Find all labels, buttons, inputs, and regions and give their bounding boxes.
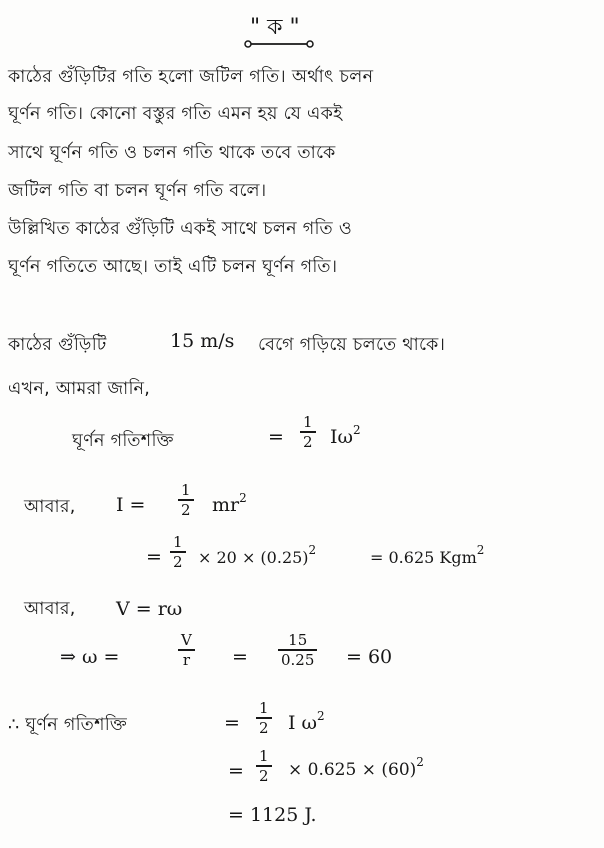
eq2-label: আবার,: [24, 497, 76, 517]
paragraph-line-1: কাঠের গুঁড়িটির গতি হলো জটিল গতি। অর্থাৎ চলন: [8, 67, 374, 87]
eq4-label: আবার,: [24, 599, 76, 619]
eq3-middle-text: × 20 × (0.25): [198, 548, 309, 567]
eq3-middle-sup: 2: [308, 543, 317, 557]
paragraph-line-5: উল্লিখিত কাঠের গুঁড়িটি একই সাথে চলন গতি ও: [8, 219, 353, 239]
eq1-fraction: [300, 414, 316, 450]
eq5-frac2-den: 0.25: [281, 650, 315, 669]
eq1-rhs-text: Iω: [330, 426, 353, 448]
eq1-frac-den: 2: [303, 432, 313, 451]
eq6-lhs: ∴ ঘূর্ণন গতিশক্তি: [8, 715, 128, 735]
eq3-equals: =: [146, 546, 162, 568]
eq7-rhs-sup: 2: [416, 755, 424, 769]
eq6-equals: =: [224, 712, 240, 734]
eq4-text: V = rω: [116, 598, 183, 620]
eq7-equals: =: [228, 760, 244, 782]
eq3-fraction: [170, 534, 186, 570]
eq5-result: = 60: [346, 646, 393, 668]
eq6-fraction: [256, 700, 272, 736]
eq7-frac-den: 2: [259, 766, 269, 785]
eq5-fraction-2: [278, 632, 317, 668]
eq5-frac2-num: 15: [288, 631, 308, 649]
eq2-frac-num: 1: [181, 481, 191, 499]
eq1-lhs: ঘূর্ণন গতিশক্তি: [72, 431, 174, 451]
paragraph-line-3: সাথে ঘূর্ণন গতি ও চলন গতি থাকে তবে তাকে: [8, 143, 336, 163]
paragraph-line-4: জটিল গতি বা চলন ঘূর্ণন গতি বলে।: [8, 181, 267, 201]
eq2-rhs: [212, 491, 247, 516]
eq6-rhs: [288, 709, 325, 734]
eq6-rhs-sup: 2: [317, 709, 325, 723]
eq6-frac-num: 1: [259, 699, 269, 717]
eq6-frac-den: 2: [259, 718, 269, 737]
eq5-fraction: [178, 632, 195, 668]
eq3-result-text: = 0.625 Kgm: [370, 548, 477, 567]
eq3-middle: [198, 543, 317, 567]
question-label-heading: " ক ": [250, 15, 300, 40]
eq7-fraction: [256, 748, 272, 784]
eq5-lhs: ⇒ ω =: [60, 646, 120, 668]
eq2-lhs: I =: [116, 494, 146, 516]
speed-value: 15 m/s: [170, 330, 235, 352]
eq1-rhs-sup: 2: [353, 423, 361, 437]
eq7-frac-num: 1: [259, 747, 269, 765]
paragraph-line-6: ঘূর্ণন গতিতে আছে। তাই এটি চলন ঘূর্ণন গতি।: [8, 257, 338, 277]
eq2-rhs-text: mr: [212, 494, 240, 516]
speed-line-prefix: কাঠের গুঁড়িটি: [8, 335, 107, 355]
eq3-result: [370, 543, 485, 567]
eq7-rhs-text: × 0.625 × (60): [288, 760, 417, 780]
eq2-fraction: [178, 482, 194, 518]
eq3-frac-den: 2: [173, 552, 183, 571]
speed-line-suffix: বেগে গড়িয়ে চলতে থাকে।: [258, 335, 446, 355]
we-know-line: এখন, আমরা জানি,: [8, 379, 151, 399]
eq3-frac-num: 1: [173, 533, 183, 551]
eq7-rhs: [288, 755, 424, 780]
eq1-equals: =: [268, 426, 284, 448]
eq3-result-sup: 2: [476, 543, 485, 557]
eq5-frac-num: V: [181, 631, 192, 649]
heading-underline: [244, 38, 314, 50]
paragraph-line-2: ঘূর্ণন গতি। কোনো বস্তুর গতি এমন হয় যে একই: [8, 104, 343, 124]
eq1-rhs: [330, 423, 361, 448]
eq1-frac-num: 1: [303, 413, 313, 431]
eq8-final-answer: = 1125 J.: [228, 804, 317, 826]
eq2-rhs-sup: 2: [239, 491, 247, 505]
eq5-frac-den: r: [182, 650, 190, 669]
eq6-rhs-text: I ω: [288, 712, 318, 734]
eq5-equals: =: [232, 646, 248, 668]
eq2-frac-den: 2: [181, 500, 191, 519]
